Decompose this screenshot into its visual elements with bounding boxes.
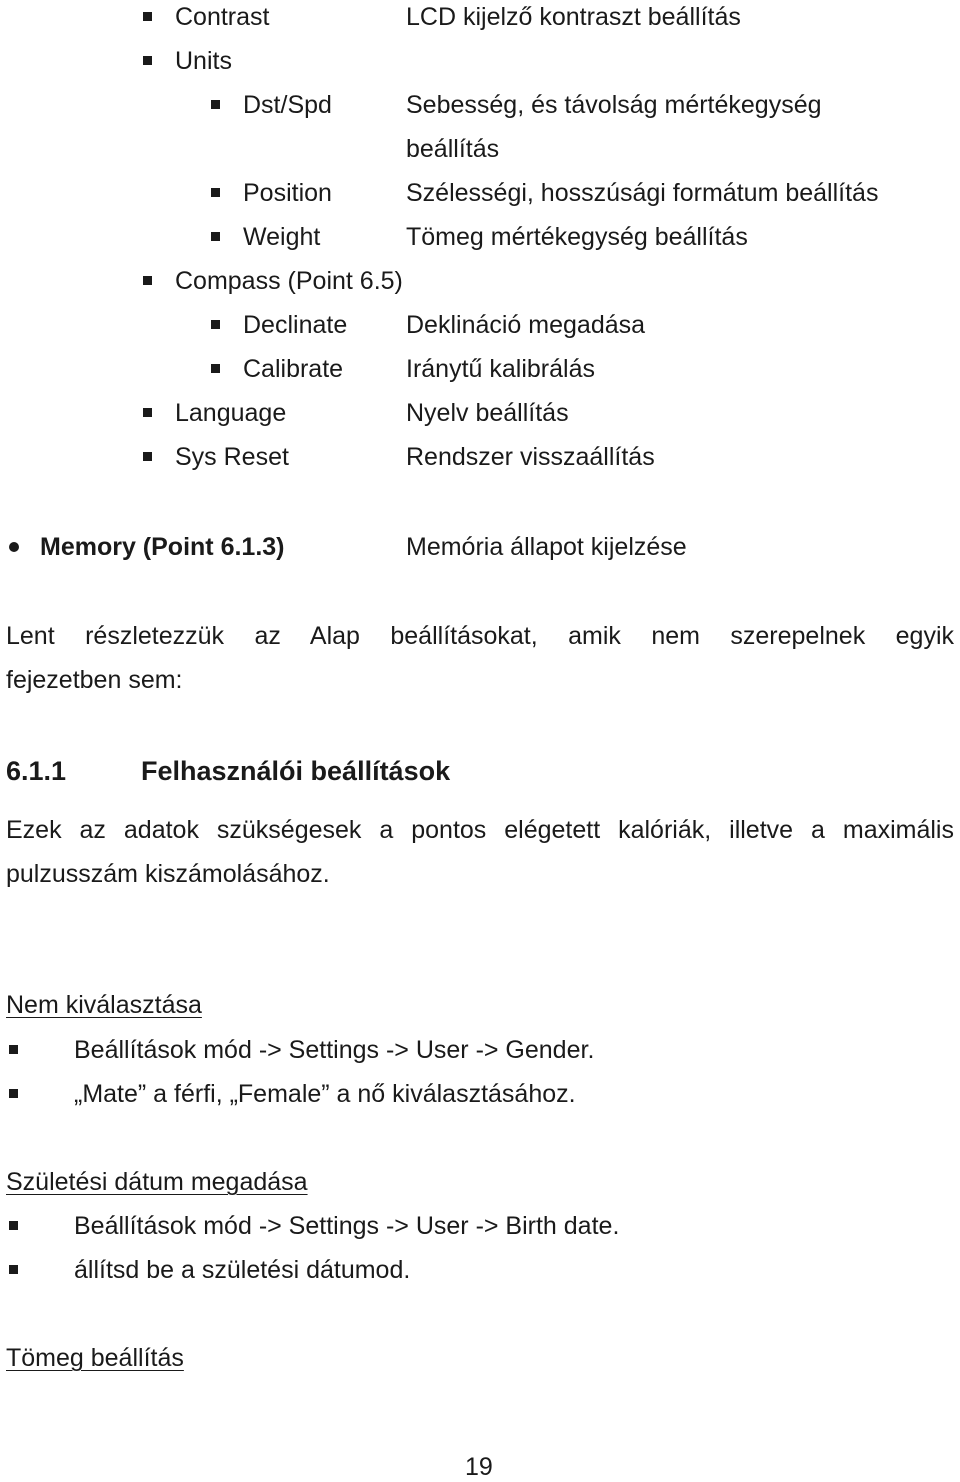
- bullet-square-icon: [143, 276, 152, 285]
- list-label: Calibrate: [243, 355, 344, 383]
- gender-item: Beállítások mód -> Settings -> User -> Gender.: [74, 1036, 595, 1064]
- bullet-square-icon: [211, 320, 220, 329]
- list-desc: LCD kijelző kontraszt beállítás: [406, 3, 741, 31]
- gender-heading: Nem kiválasztása: [6, 991, 202, 1019]
- list-label: Position: [243, 179, 332, 207]
- list-label: Declinate: [243, 311, 348, 339]
- bullet-square-icon: [211, 232, 220, 241]
- bullet-square-icon: [211, 188, 220, 197]
- bullet-square-icon: [211, 100, 220, 109]
- bullet-square-icon: [143, 452, 152, 461]
- birth-heading: Születési dátum megadása: [6, 1168, 308, 1196]
- page-number: 19: [465, 1453, 493, 1481]
- section-number: 6.1.1: [6, 756, 67, 786]
- list-label: Contrast: [175, 3, 270, 31]
- list-label: Dst/Spd: [243, 91, 332, 119]
- birth-item: állítsd be a születési dátumod.: [74, 1256, 411, 1284]
- birth-item: Beállítások mód -> Settings -> User -> Birth date.: [74, 1212, 620, 1240]
- list-label: Sys Reset: [175, 443, 289, 471]
- list-desc: Rendszer visszaállítás: [406, 443, 655, 471]
- list-desc-continued: beállítás: [406, 135, 500, 163]
- weight-heading: Tömeg beállítás: [6, 1344, 184, 1372]
- list-label: Compass (Point 6.5): [175, 267, 403, 295]
- list-label: Units: [175, 47, 232, 75]
- memory-desc: Memória állapot kijelzése: [406, 533, 687, 561]
- list-label: Weight: [243, 223, 321, 251]
- list-desc: Sebesség, és távolság mértékegység: [406, 91, 822, 119]
- bullet-square-icon: [143, 408, 152, 417]
- bullet-square-icon: [143, 56, 152, 65]
- list-desc: Szélességi, hosszúsági formátum beállítás: [406, 179, 879, 207]
- gender-item: „Mate” a férfi, „Female” a nő kiválasztásához.: [74, 1080, 576, 1108]
- section-text-line-2: pulzusszám kiszámolásához.: [6, 860, 330, 888]
- section-title: Felhasználói beállítások: [141, 756, 451, 786]
- intro-line-1: Lent részletezzük az Alap beállításokat, amik nem szerepelnek egyik: [6, 622, 954, 650]
- list-desc: Deklináció megadása: [406, 311, 646, 339]
- bullet-square-icon: [211, 364, 220, 373]
- list-desc: Iránytű kalibrálás: [406, 355, 595, 383]
- bullet-square-icon: [9, 1221, 18, 1230]
- bullet-square-icon: [143, 12, 152, 21]
- bullet-square-icon: [9, 1089, 18, 1098]
- intro-line-2: fejezetben sem:: [6, 666, 183, 694]
- list-desc: Nyelv beállítás: [406, 399, 569, 427]
- section-text-line-1: Ezek az adatok szükségesek a pontos elégetett kalóriák, illetve a maximális: [6, 816, 954, 844]
- bullet-square-icon: [9, 1045, 18, 1054]
- list-desc: Tömeg mértékegység beállítás: [406, 223, 748, 251]
- list-label: Language: [175, 399, 287, 427]
- bullet-square-icon: [9, 1265, 18, 1274]
- memory-label: Memory (Point 6.1.3): [40, 533, 285, 561]
- bullet-dot-icon: [9, 542, 19, 552]
